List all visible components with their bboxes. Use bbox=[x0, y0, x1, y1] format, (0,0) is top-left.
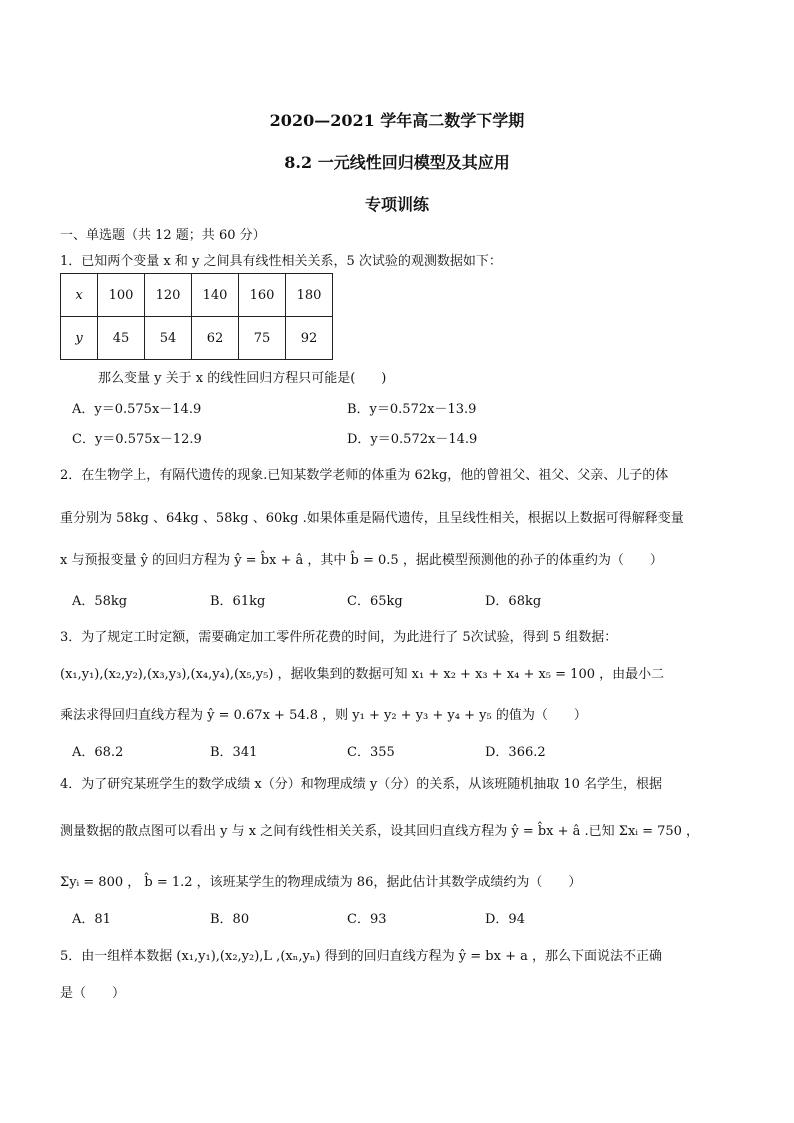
table-cell: 75 bbox=[239, 317, 286, 360]
q1-option-d[interactable]: D．y＝0.572x－14.9 bbox=[347, 432, 478, 447]
q5-line1: 5．由一组样本数据 (x₁,y₁),(x₂,y₂),L ,(xₙ,yₙ) 得到的回归直线方程为 ŷ = bx + a ，那么下面说法不正确 bbox=[60, 949, 662, 964]
q5-line2: 是（ ） bbox=[60, 986, 126, 1001]
table-cell: 140 bbox=[192, 274, 239, 317]
q2-option-b[interactable]: B．61kg bbox=[210, 594, 266, 609]
q1-option-b[interactable]: B．y＝0.572x－13.9 bbox=[347, 402, 477, 417]
table-cell: 62 bbox=[192, 317, 239, 360]
q3-option-b[interactable]: B．341 bbox=[210, 745, 258, 760]
q4-line2: 测量数据的散点图可以看出 y 与 x 之间有线性相关关系，设其回归直线方程为 ŷ = b̂x + â .已知 Σxᵢ = 750 ， bbox=[60, 824, 700, 839]
table-cell: 160 bbox=[239, 274, 286, 317]
q3-line1: 3．为了规定工时定额，需要确定加工零件所花费的时间，为此进行了 5次试验，得到 5 组数据： bbox=[60, 630, 618, 645]
section-heading: 一、单选题（共 12 题；共 60 分） bbox=[60, 228, 266, 243]
q2-option-d[interactable]: D．68kg bbox=[485, 594, 542, 609]
q3-line2: (x₁,y₁),(x₂,y₂),(x₃,y₃),(x₄,y₄),(x₅,y₅) ，据收集到的数据可知 x₁ + x₂ + x₃ + x₄ + x₅ = 100 ，由最小二 bbox=[60, 667, 665, 682]
q2-option-c[interactable]: C．65kg bbox=[347, 594, 403, 609]
table-cell: 54 bbox=[145, 317, 192, 360]
title-year: 2020—2021 学年高二数学下学期 bbox=[269, 111, 525, 130]
q4-option-c[interactable]: C．93 bbox=[347, 912, 387, 927]
table-header-y: y bbox=[61, 317, 98, 360]
table-cell: 180 bbox=[286, 274, 333, 317]
table-cell: 120 bbox=[145, 274, 192, 317]
q2-line3: x 与预报变量 ŷ 的回归方程为 ŷ = b̂x + â ，其中 b̂ = 0.5 ，据此模型预测他的孙子的体重约为（ ） bbox=[60, 553, 663, 568]
q4-option-b[interactable]: B．80 bbox=[210, 912, 250, 927]
q1-option-a[interactable]: A．y＝0.575x－14.9 bbox=[72, 402, 202, 417]
q2-option-a[interactable]: A．58kg bbox=[72, 594, 128, 609]
q4-line3: Σyᵢ = 800 ， b̂ = 1.2 ，该班某学生的物理成绩为 86，据此估计其数学成绩约为（ ） bbox=[60, 875, 582, 890]
q3-option-a[interactable]: A．68.2 bbox=[72, 745, 124, 760]
q1-stem: 1．已知两个变量 x 和 y 之间具有线性相关关系，5 次试验的观测数据如下： bbox=[60, 254, 502, 269]
q2-line1: 2．在生物学上，有隔代遗传的现象.已知某数学老师的体重为 62kg，他的曾祖父、祖父、父亲、儿子的体 bbox=[60, 468, 669, 483]
q3-line3: 乘法求得回归直线方程为 ŷ = 0.67x + 54.8 ，则 y₁ + y₂ + y₃ + y₄ + y₅ 的值为（ ） bbox=[60, 708, 587, 723]
q4-line1: 4．为了研究某班学生的数学成绩 x（分）和物理成绩 y（分）的关系，从该班随机抽取 10 名学生，根据 bbox=[60, 777, 663, 792]
q2-line2: 重分别为 58kg 、64kg 、58kg 、60kg .如果体重是隔代遗传，且呈线性相关，根据以上数据可得解释变量 bbox=[60, 511, 684, 526]
table-header-x: x bbox=[61, 274, 98, 317]
title-topic: 8.2 一元线性回归模型及其应用 bbox=[284, 153, 510, 172]
q1-option-c[interactable]: C．y＝0.575x－12.9 bbox=[72, 432, 202, 447]
title-training: 专项训练 bbox=[364, 195, 429, 214]
q4-option-a[interactable]: A．81 bbox=[72, 912, 111, 927]
table-row-y bbox=[61, 317, 333, 360]
table-row-x bbox=[61, 274, 333, 317]
table-cell: 100 bbox=[98, 274, 145, 317]
q4-option-d[interactable]: D．94 bbox=[485, 912, 525, 927]
observation-table bbox=[60, 273, 333, 360]
q3-option-d[interactable]: D．366.2 bbox=[485, 745, 546, 760]
table-cell: 92 bbox=[286, 317, 333, 360]
q1-question: 那么变量 y 关于 x 的线性回归方程只可能是( ) bbox=[98, 371, 387, 386]
table-cell: 45 bbox=[98, 317, 145, 360]
q3-option-c[interactable]: C．355 bbox=[347, 745, 395, 760]
